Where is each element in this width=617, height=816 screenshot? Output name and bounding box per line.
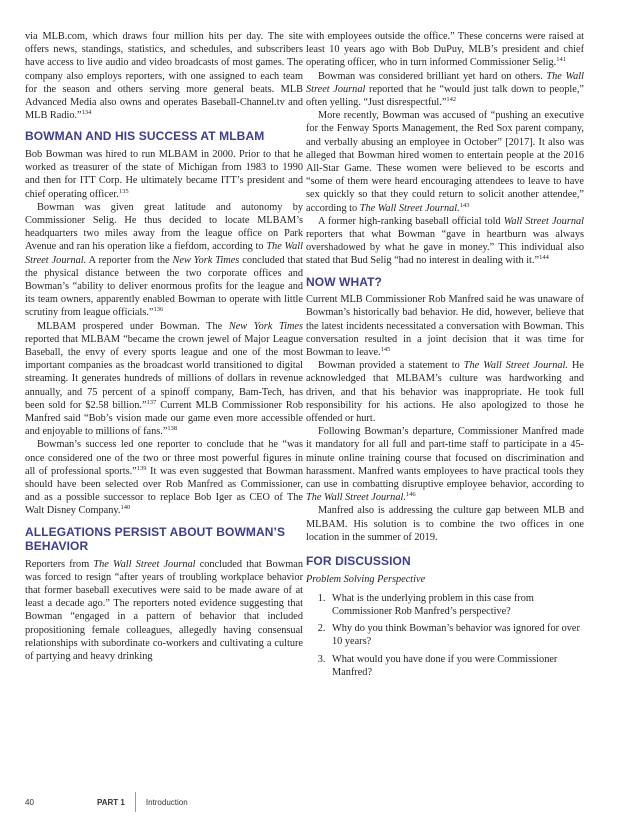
footnote-ref: 146 xyxy=(405,491,416,499)
left-column xyxy=(25,30,303,663)
right-column xyxy=(306,30,584,683)
section-heading: BOWMAN AND HIS SUCCESS AT MLBAM xyxy=(25,129,265,144)
footnote-ref: 145 xyxy=(380,345,391,353)
paragraph: Bowman provided a statement to The Wall Street Journal. He acknowledged that MLBAM’s culture was hardworking and driven, and that his behavior was inappropriate. He took full responsibility for his actions. He also apologized to those he offended or hurt. xyxy=(306,360,584,424)
section-heading: FOR DISCUSSION xyxy=(306,554,411,569)
footnote-ref: 134 xyxy=(81,109,92,117)
paragraph: Following Bowman’s departure, Commissioner Manfred made it mandatory for all full and part-time staff to participate in a 45-minute online training course that focused on discrimination and harassment. Manfred wants employees to have practical tools they can use in combatting disruptive employee behavior, according to The Wall Street Journal.$^{146}$ xyxy=(306,426,584,504)
paragraph: A former high-ranking baseball official told Wall Street Journal reporters that what Bowman “gave in heartburn was always overshadowed by what he gave in money.” This individual also stated that Bud Selig “had no interest in dealing with it.”$^{144}$ xyxy=(306,215,584,267)
source-title: New York Times xyxy=(172,254,240,266)
source-title: New York Times xyxy=(228,320,303,332)
footnote-ref: 137 xyxy=(146,398,157,406)
paragraph: Bowman’s success led one reporter to conclude that he “was once considered one of the two or three most powerful figures in all of professional sports.”$^{139}$ It was even suggested that Bowman should have been selected over Rob Manfred as Commissioner, and as a possible successor to replace Bob Iger as CEO of The Walt Disney Company.$^{140}$ xyxy=(25,439,303,517)
footnote-ref: 142 xyxy=(446,96,457,104)
subheading: Problem Solving Perspective xyxy=(306,573,426,585)
section-heading: ALLEGATIONS PERSIST ABOUT BOWMAN’S BEHAVIOR xyxy=(25,524,286,554)
paragraph: Bob Bowman was hired to run MLBAM in 2000. Prior to that he worked as treasurer of the state of Michigan from 1983 to 1990 and then for ITT Corp. He ultimately became ITT’s president and chief operating officer.$^{135}$ xyxy=(25,148,303,200)
footnote-ref: 140 xyxy=(120,504,131,512)
list-item: 2. Why do you think Bowman’s behavior was ignored for over 10 years? xyxy=(328,622,584,648)
paragraph: Reporters from The Wall Street Journal concluded that Bowman was forced to resign “after years of troubling workplace behavior that former baseball executives were said to be made aware of at least a decade ago.” The reporters noted evidence suggesting that Bowman “engaged in a pattern of behavior that included propositioning female colleagues, allegedly having consensual relationships with subordinate co-workers and cultivating a culture of partying and heavy drinking xyxy=(25,558,303,663)
footnote-ref: 144 xyxy=(539,254,549,262)
paragraph: Manfred also is addressing the culture gap between MLB and MLBAM. His solution is to combine the two offices in one location in the summer of 2019. xyxy=(306,505,584,543)
paragraph: Current MLB Commissioner Rob Manfred said he was unaware of Bowman’s historically bad behavior. He did, however, believe that the latest incidents necessitated a conversation with Bowman. This conversation resulted in a joint decision that it was time for Bowman to leave.$^{145}$ xyxy=(306,294,584,358)
page-number: 40 xyxy=(25,797,34,807)
footnote-ref: 141 xyxy=(556,56,566,64)
discussion-questions xyxy=(306,592,584,679)
footnote-ref: 136 xyxy=(153,306,164,314)
source-title: The Wall Street Journal. xyxy=(359,202,460,214)
paragraph: with employees outside the office.” These concerns were raised at least 10 years ago with Bob DuPuy, MLB’s president and chief operating officer, who in turn informed Commissioner Selig.$^{141}$ xyxy=(306,31,584,69)
footnote-ref: 138 xyxy=(167,425,178,433)
section-heading: NOW WHAT? xyxy=(306,274,382,289)
footnote-ref: 143 xyxy=(459,201,470,209)
footnote-ref: 135 xyxy=(118,187,129,195)
paragraph: Bowman was given great latitude and autonomy by Commissioner Selig. He thus decided to locate MLBAM’s headquarters two miles away from the league office on Park Avenue and ran his operation like a fiefdom, according to The Wall Street Journal. A reporter from the New York Times concluded that the physical distance between the two corporate offices and Bowman’s “ability to deliver enormous profits for the league and its team owners, apparently enabled Bowman to operate with little scrutiny from league officials.”$^{136}$ xyxy=(25,201,303,319)
source-title: The Wall Street Journal. xyxy=(463,360,568,372)
source-title: The Wall Street Journal. xyxy=(306,492,406,504)
source-title: The Wall Street Journal xyxy=(93,558,196,570)
paragraph: Bowman was considered brilliant yet hard on others. The Wall Street Journal reported that he “would just talk down to people,” often yelling. “Just disrespectful.”$^{142}$ xyxy=(306,70,584,109)
page-footer xyxy=(25,792,188,812)
footer-divider xyxy=(135,792,136,812)
source-title: Wall Street Journal xyxy=(503,215,584,227)
list-item: 1. What is the underlying problem in this case from Commissioner Rob Manfred’s perspective? xyxy=(328,592,584,618)
paragraph: via MLB.com, which draws four million hits per day. The site offers news, standings, statistics, and schedules, and subscribers have access to live audio and video broadcasts of most games. The company also employs reporters, with one assigned to each team for the season and others serving more general beats. MLB Advanced Media also owns and operates Baseball-Channel.tv and MLB Radio.”$^{134}$ xyxy=(25,31,303,122)
part-label: PART 1 xyxy=(97,797,125,807)
list-item: 3. What would you have done if you were Commissioner Manfred? xyxy=(328,653,584,679)
source-title: The Wall Street Journal. xyxy=(25,241,303,266)
footnote-ref: 139 xyxy=(136,464,147,472)
paragraph: MLBAM prospered under Bowman. The New York Times reported that MLBAM “became the crown jewel of Major League Baseball, the envy of every sports league and one of the most important companies as the broadcast world transitioned to digital streaming. It generates hundreds of millions of dollars in revenue annually, and 75 percent of a spinoff company, Bam-Tech, has been sold for $2.58 billion.”$^{137}$ Current MLB Commissioner Rob Manfred said “Bob’s vision made our game even more accessible and enjoyable to millions of fans.”$^{138}$ xyxy=(25,320,303,438)
paragraph: More recently, Bowman was accused of “pushing an executive for the Fenway Sports Management, the Red Sox parent company, and verbally abusing an employee in October” [2017]. It also was alleged that Bowman hired women to entertain people at the 2016 All-Star Game. These women were believed to be escorts and “some of them were heard encouraging attendees to leave to have sex quickly so that they could return to solicit another attendee,” according to The Wall Street Journal.$^{143}$ xyxy=(306,110,584,214)
source-title: The Wall Street Journal xyxy=(306,70,584,95)
section-label: Introduction xyxy=(145,797,188,807)
